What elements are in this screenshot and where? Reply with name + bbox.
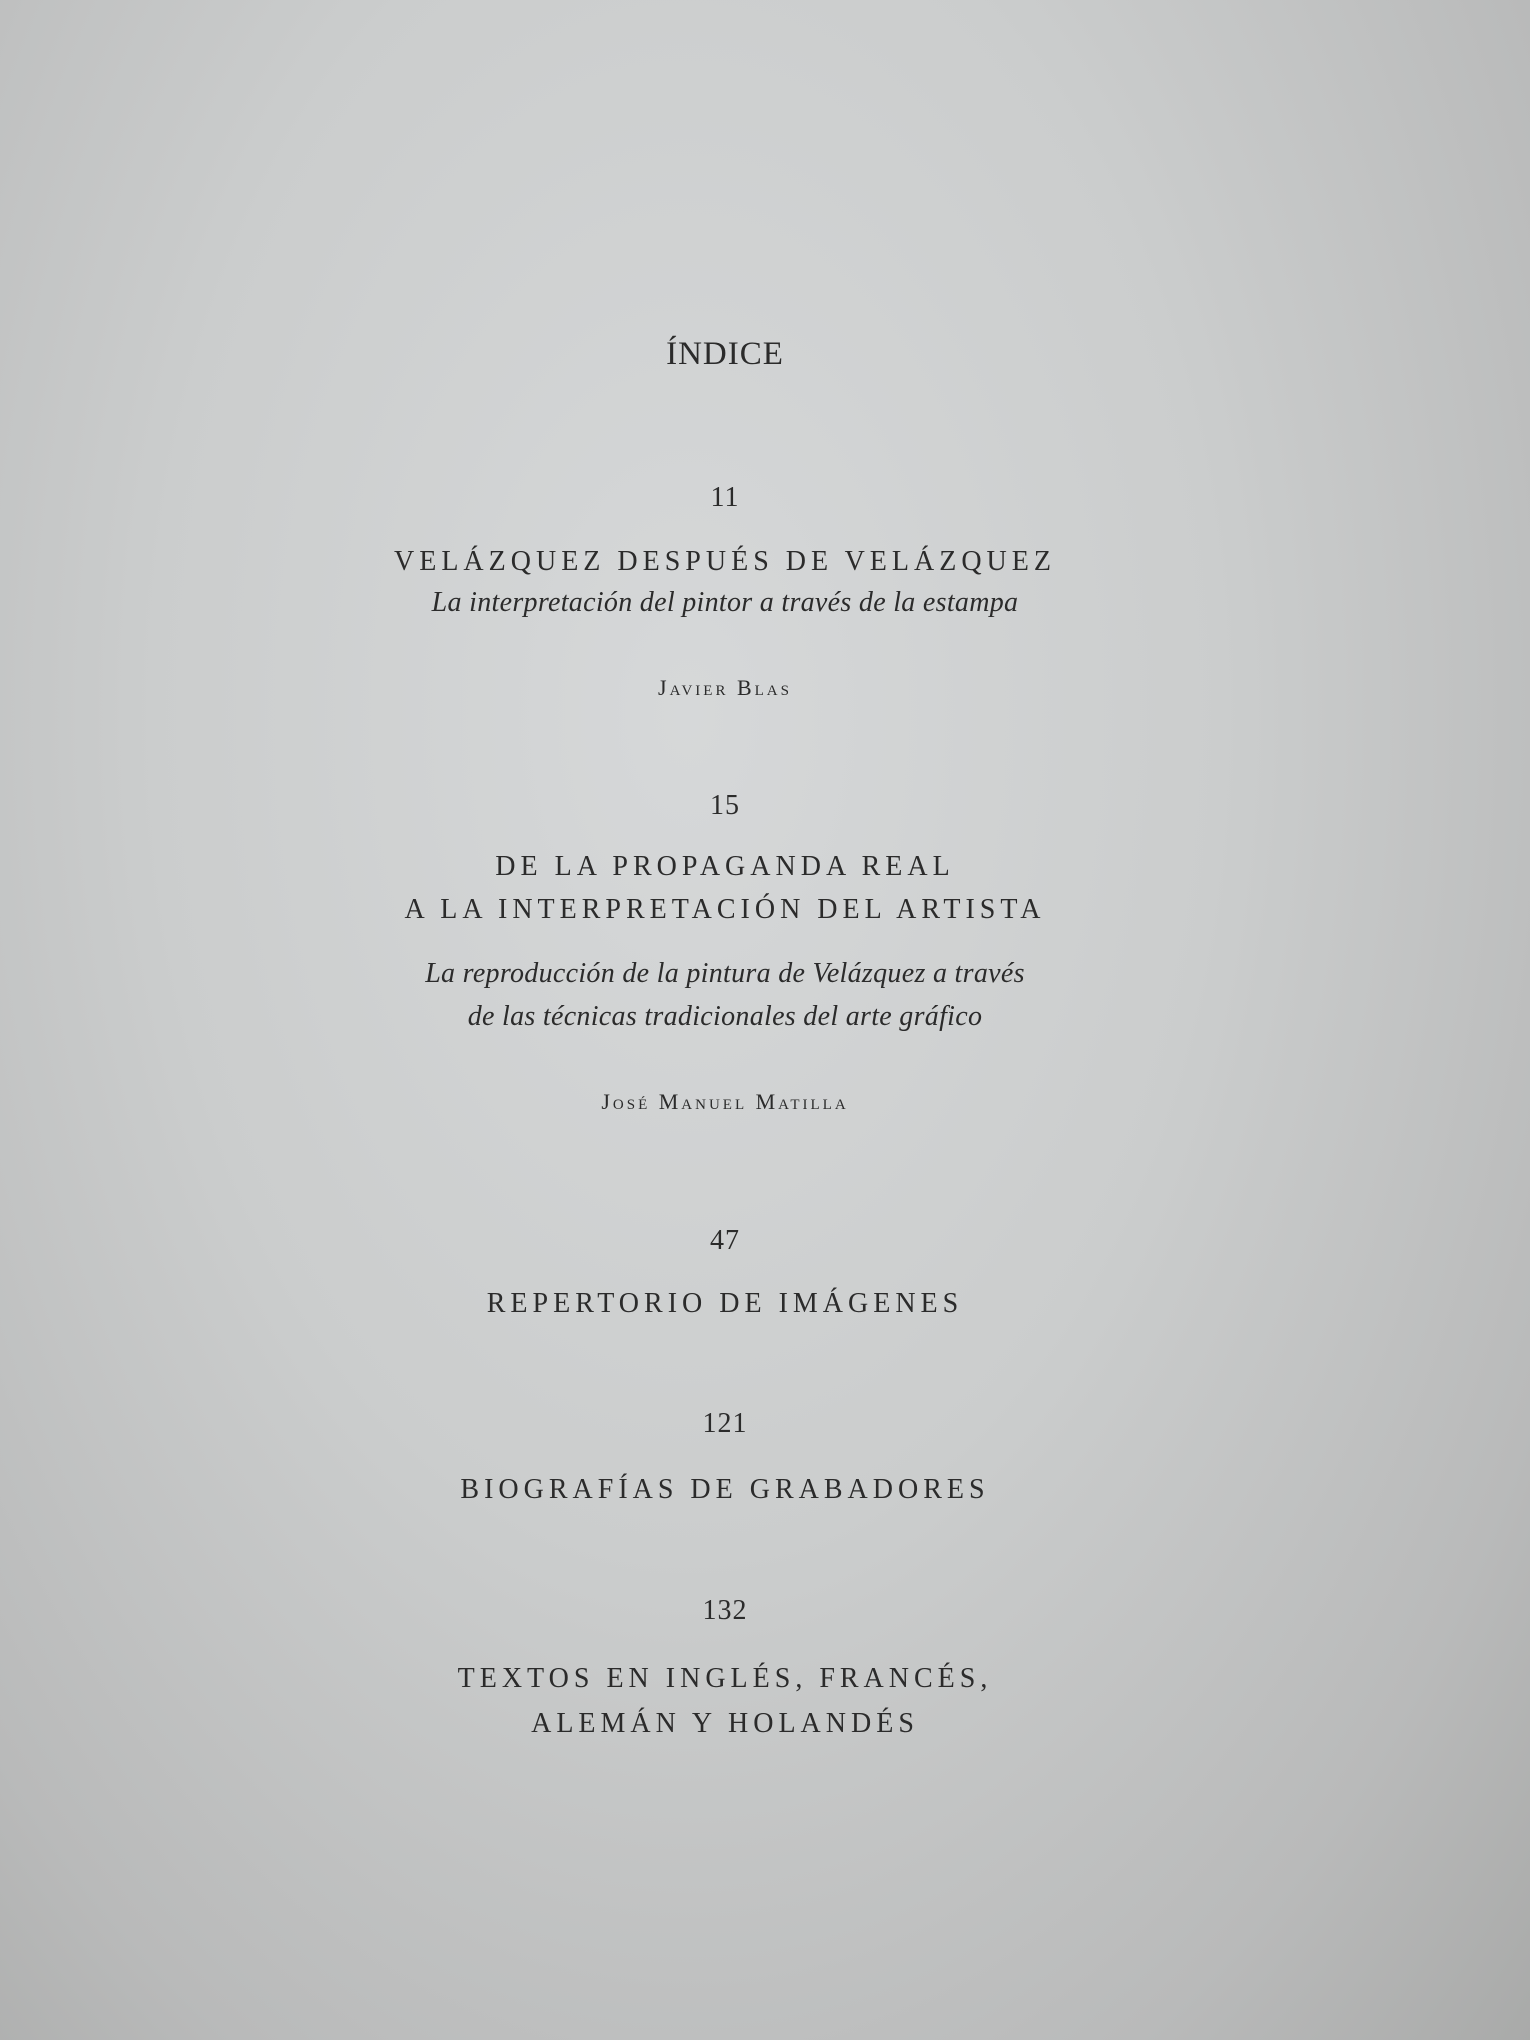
entry-title: VELÁZQUEZ DESPUÉS DE VELÁZQUEZ	[394, 546, 1056, 577]
entry-page-number: 15	[710, 790, 740, 821]
entry-page-number: 11	[710, 482, 740, 513]
entry-title: A LA INTERPRETACIÓN DEL ARTISTA	[404, 894, 1046, 925]
entry-subtitle: La interpretación del pintor a través de la estampa	[431, 587, 1019, 618]
entry-title: TEXTOS EN INGLÉS, FRANCÉS,	[457, 1663, 993, 1694]
entry-author: Javier Blas	[658, 675, 792, 700]
entry-title: ALEMÁN Y HOLANDÉS	[531, 1708, 919, 1739]
entry-page-number: 132	[702, 1595, 748, 1626]
entry-author: José Manuel Matilla	[601, 1089, 849, 1114]
entry-page-number: 47	[710, 1225, 740, 1256]
entry-title: DE LA PROPAGANDA REAL	[495, 851, 955, 882]
entry-subtitle: La reproducción de la pintura de Velázquez a través	[425, 958, 1025, 989]
entry-page-number: 121	[702, 1408, 748, 1439]
entry-subtitle: de las técnicas tradicionales del arte gráfico	[467, 1001, 983, 1032]
page-title: ÍNDICE	[666, 336, 784, 372]
entry-title: REPERTORIO DE IMÁGENES	[486, 1288, 964, 1319]
entry-title: BIOGRAFÍAS DE GRABADORES	[460, 1474, 990, 1505]
